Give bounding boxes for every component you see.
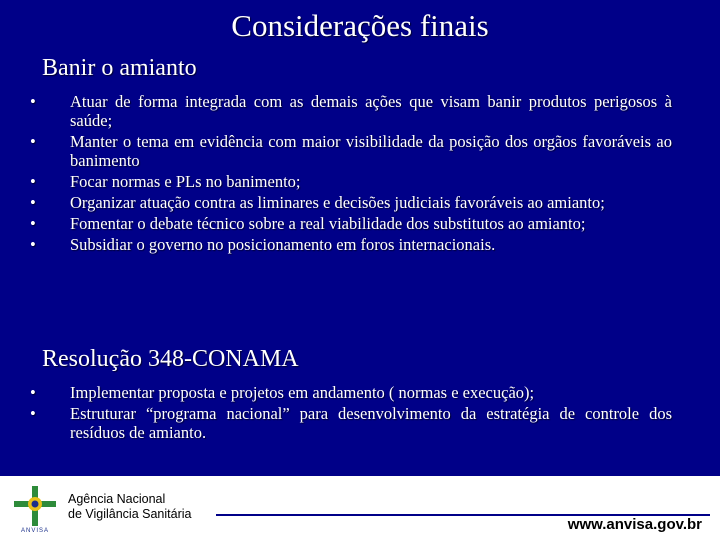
agency-name [68,492,191,522]
website-url: www.anvisa.gov.br [567,516,702,533]
list-item-text: Estruturar “programa nacional” para desenvolvimento da estratégia de controle dos resíduos de amianto. [70,404,672,442]
agency-line-2: de Vigilância Sanitária [68,507,192,521]
list-item-text: Implementar proposta e projetos em andamento ( normas e execução); [70,383,535,402]
list-item [28,172,672,191]
footer [0,476,720,540]
section-heading-banir: Banir o amianto [42,55,197,81]
list-item [28,193,672,212]
bullet-list-conama [28,383,672,444]
list-item [28,92,672,130]
list-item-text: Manter o tema em evidência com maior visibilidade da posição dos orgãos favoráveis ao banimento [70,132,672,170]
list-item [28,214,672,233]
list-item-text: Atuar de forma integrada com as demais ações que visam banir produtos perigosos à saúde; [70,92,672,130]
section-heading-conama: Resolução 348-CONAMA [42,346,299,372]
logo-text: ANVISA [20,528,50,534]
list-item [28,383,672,402]
list-item-text: Subsidiar o governo no posicionamento em foros internacionais. [70,235,496,254]
bullet-list-banir [28,92,672,256]
bullet-icon: • [30,235,36,254]
list-item [28,404,672,442]
bullet-icon: • [30,172,36,191]
anvisa-logo-icon [10,484,60,534]
list-item-text: Fomentar o debate técnico sobre a real viabilidade dos substitutos ao amianto; [70,214,586,233]
list-item-text: Organizar atuação contra as liminares e decisões judiciais favoráveis ao amianto; [70,193,605,212]
bullet-icon: • [30,383,36,402]
bullet-icon: • [30,404,36,423]
bullet-icon: • [30,214,36,233]
list-item-text: Focar normas e PLs no banimento; [70,172,301,191]
slide-title: Considerações finais [231,8,489,43]
list-item [28,132,672,170]
bullet-icon: • [30,92,36,111]
agency-line-1: Agência Nacional [68,492,166,506]
bullet-icon: • [30,132,36,151]
bullet-icon: • [30,193,36,212]
list-item [28,235,672,254]
